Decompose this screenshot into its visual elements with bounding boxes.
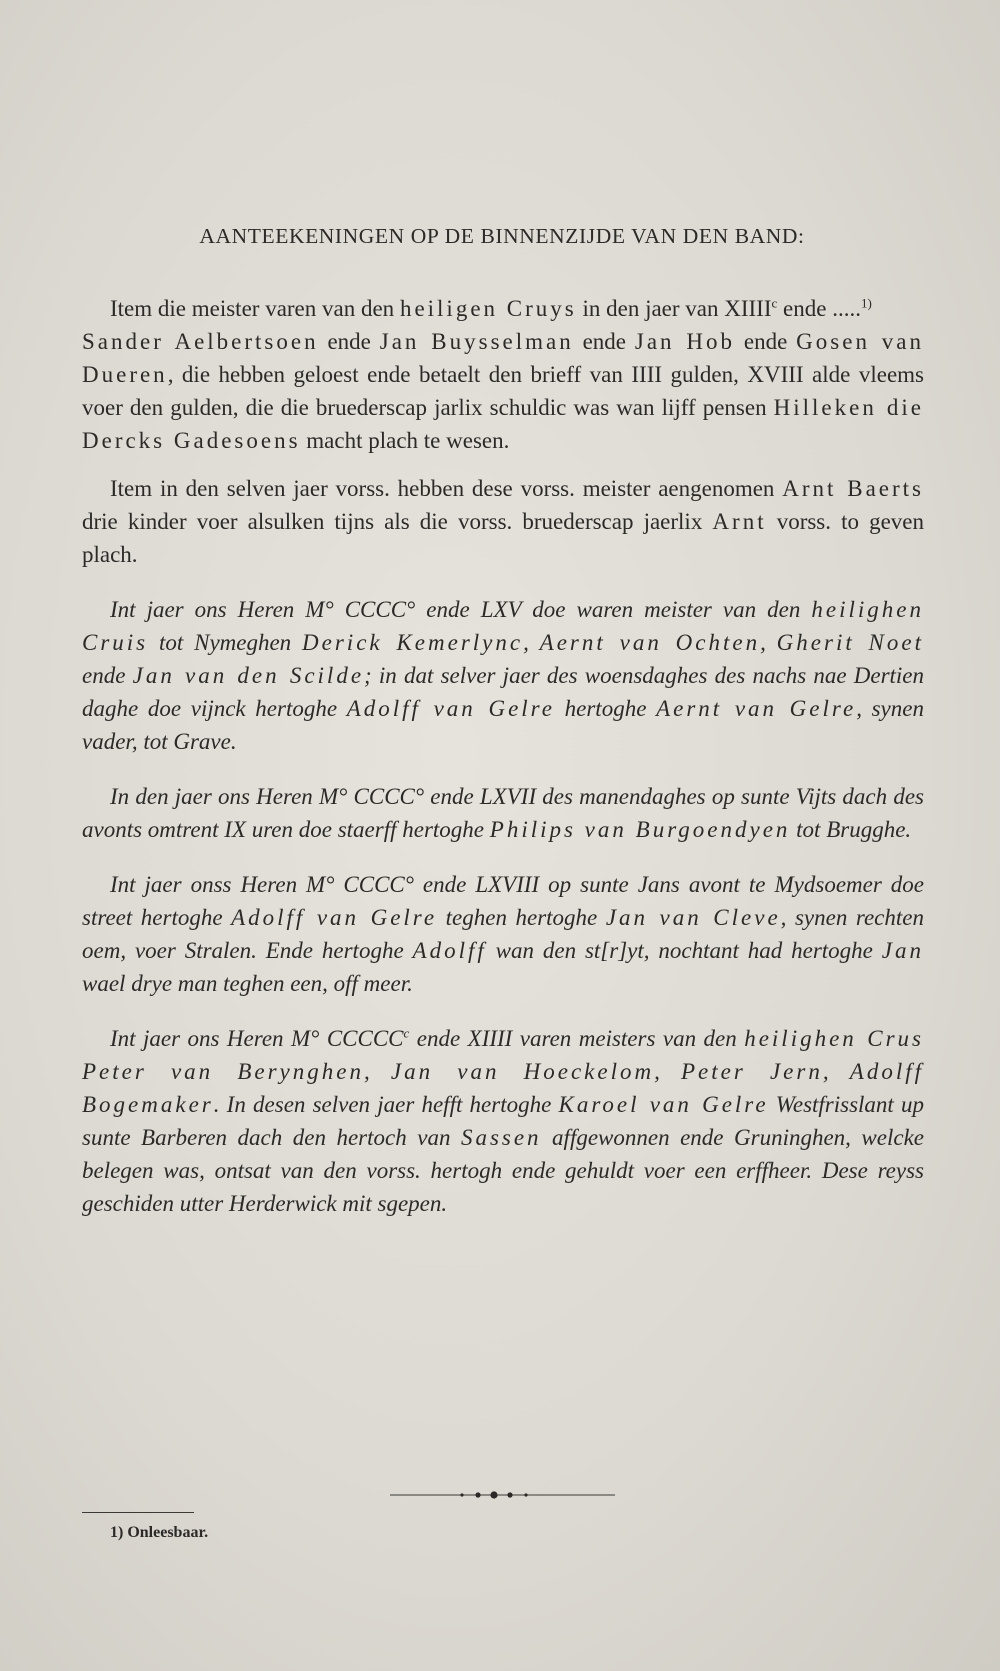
text: , bbox=[654, 1059, 681, 1084]
text: , bbox=[523, 630, 540, 655]
text: tot Nymeghen bbox=[148, 630, 303, 655]
text: tot Brugghe. bbox=[790, 817, 912, 842]
text: ende bbox=[82, 663, 133, 688]
spaced-name: Aernt van Ochten bbox=[539, 630, 761, 655]
spaced-name: Peter van Berynghen bbox=[82, 1059, 364, 1084]
text: hertoghe bbox=[554, 696, 657, 721]
spaced-name: Jan van Cleve bbox=[605, 905, 781, 930]
text: teghen hertoghe bbox=[437, 905, 606, 930]
footnote: 1) Onleesbaar. bbox=[110, 1524, 209, 1541]
ornament-divider bbox=[390, 1488, 615, 1502]
spaced-name: Jan van den Scilde bbox=[132, 663, 365, 688]
spaced-name: Aernt van Gelre bbox=[656, 696, 857, 721]
text: , bbox=[822, 1059, 850, 1084]
spaced-name: Arnt bbox=[712, 509, 767, 534]
text: , synen vader, tot Grave. bbox=[82, 696, 924, 754]
spaced-name: Jan Buysselman bbox=[379, 329, 574, 354]
spaced-name: Adolff van Gelre bbox=[231, 905, 438, 930]
superscript: c bbox=[403, 1025, 410, 1041]
text: ende XIIII varen meisters van den bbox=[409, 1026, 745, 1051]
paragraph-2 bbox=[82, 472, 924, 571]
text: In den jaer ons Heren M° CCCC° ende LXVII des manendaghes op sunte Vijts dach des avonts omtrent IX uren doe staerff hertoghe bbox=[82, 784, 924, 842]
text: , synen rechten oem, voer Stralen. Ende hertoghe bbox=[82, 905, 924, 963]
superscript: c bbox=[771, 295, 778, 311]
paragraph-5 bbox=[82, 868, 924, 1000]
text: macht plach te wesen. bbox=[300, 428, 510, 453]
text: ende ..... bbox=[777, 296, 861, 321]
text: wael drye man teghen een, off meer. bbox=[82, 971, 413, 996]
spaced-name: Jan bbox=[881, 938, 924, 963]
spaced-name: Derick Kemerlync bbox=[302, 630, 524, 655]
text: ; in dat selver jaer des woensdaghes des nachs nae Dertien daghe doe vijnck hertoghe bbox=[82, 663, 925, 721]
spaced-name: Sassen bbox=[460, 1125, 542, 1150]
document-body bbox=[82, 292, 924, 1242]
text: Int jaer ons Heren M° CCCCC bbox=[110, 1026, 404, 1051]
spaced-name: heiligen Cruys bbox=[399, 296, 577, 321]
text: , die hebben geloest ende betaelt den brieff van IIII gulden, XVIII alde vleems voer den gulden, die die bruederscap jarlix schuldic was wan lijff pensen bbox=[82, 362, 924, 420]
paragraph-3 bbox=[82, 593, 924, 758]
spaced-name: Adolff van Gelre bbox=[346, 696, 555, 721]
text: wan den st[r]yt, nochtant had hertoghe bbox=[486, 938, 882, 963]
text: Item in den selven jaer vorss. hebben dese vorss. meister aengenomen bbox=[110, 476, 783, 501]
footnote-rule bbox=[82, 1512, 194, 1513]
text: drie kinder voer alsulken tijns als die vorss. bruederscap jaerlix bbox=[82, 509, 713, 534]
text: , bbox=[760, 630, 777, 655]
text: . In desen selven jaer hefft hertoghe bbox=[213, 1092, 559, 1117]
spaced-name: Gosen van Dueren bbox=[82, 329, 925, 387]
paragraph-1 bbox=[82, 292, 924, 457]
text: Westfrisslant up sunte Barberen dach den hertoch van bbox=[82, 1092, 925, 1150]
spaced-name: heilighen Crus bbox=[744, 1026, 924, 1051]
spaced-name: Jan Hob bbox=[634, 329, 736, 354]
text: vorss. to geven plach. bbox=[82, 509, 924, 567]
spaced-name: Adolff bbox=[412, 938, 487, 963]
text: ende bbox=[573, 329, 635, 354]
paragraph-4 bbox=[82, 780, 924, 846]
spaced-name: Jan van Hoeckelom bbox=[390, 1059, 655, 1084]
text: Item die meister varen van den bbox=[110, 296, 400, 321]
text: Int jaer ons Heren M° CCCC° ende LXV doe waren meister van den bbox=[110, 597, 812, 622]
text: ende bbox=[735, 329, 797, 354]
text: affgewonnen ende Gruninghen, welcke belegen was, ontsat van den vorss. hertogh ende gehuldt voer een erffheer. Dese reyss geschiden utter Herderwick mit sgepen. bbox=[82, 1125, 924, 1216]
spaced-name: Peter Jern bbox=[681, 1059, 823, 1084]
text: ende bbox=[318, 329, 380, 354]
spaced-name: Arnt Baerts bbox=[782, 476, 924, 501]
spaced-name: Adolff Bogemaker bbox=[82, 1059, 924, 1117]
footnote-reference: 1) bbox=[860, 295, 872, 311]
spaced-name: Karoel van Gelre bbox=[558, 1092, 769, 1117]
text: , bbox=[363, 1059, 391, 1084]
spaced-name: Philips van Burgoendyen bbox=[489, 817, 791, 842]
spaced-name: heilighen Cruis bbox=[82, 597, 924, 655]
text: Int jaer onss Heren M° CCCC° ende LXVIII op sunte Jans avont te Mydsoemer doe street hertoghe bbox=[82, 872, 924, 930]
paragraph-6 bbox=[82, 1022, 924, 1220]
page-heading: AANTEEKENINGEN OP DE BINNENZIJDE VAN DEN BAND: bbox=[199, 224, 805, 248]
spaced-name: Hilleken die Dercks Gadesoens bbox=[82, 395, 924, 453]
spaced-name: Gherit Noet bbox=[776, 630, 925, 655]
text: in den jaer van XIIII bbox=[576, 296, 772, 321]
spaced-name: Sander Aelbertsoen bbox=[82, 329, 319, 354]
